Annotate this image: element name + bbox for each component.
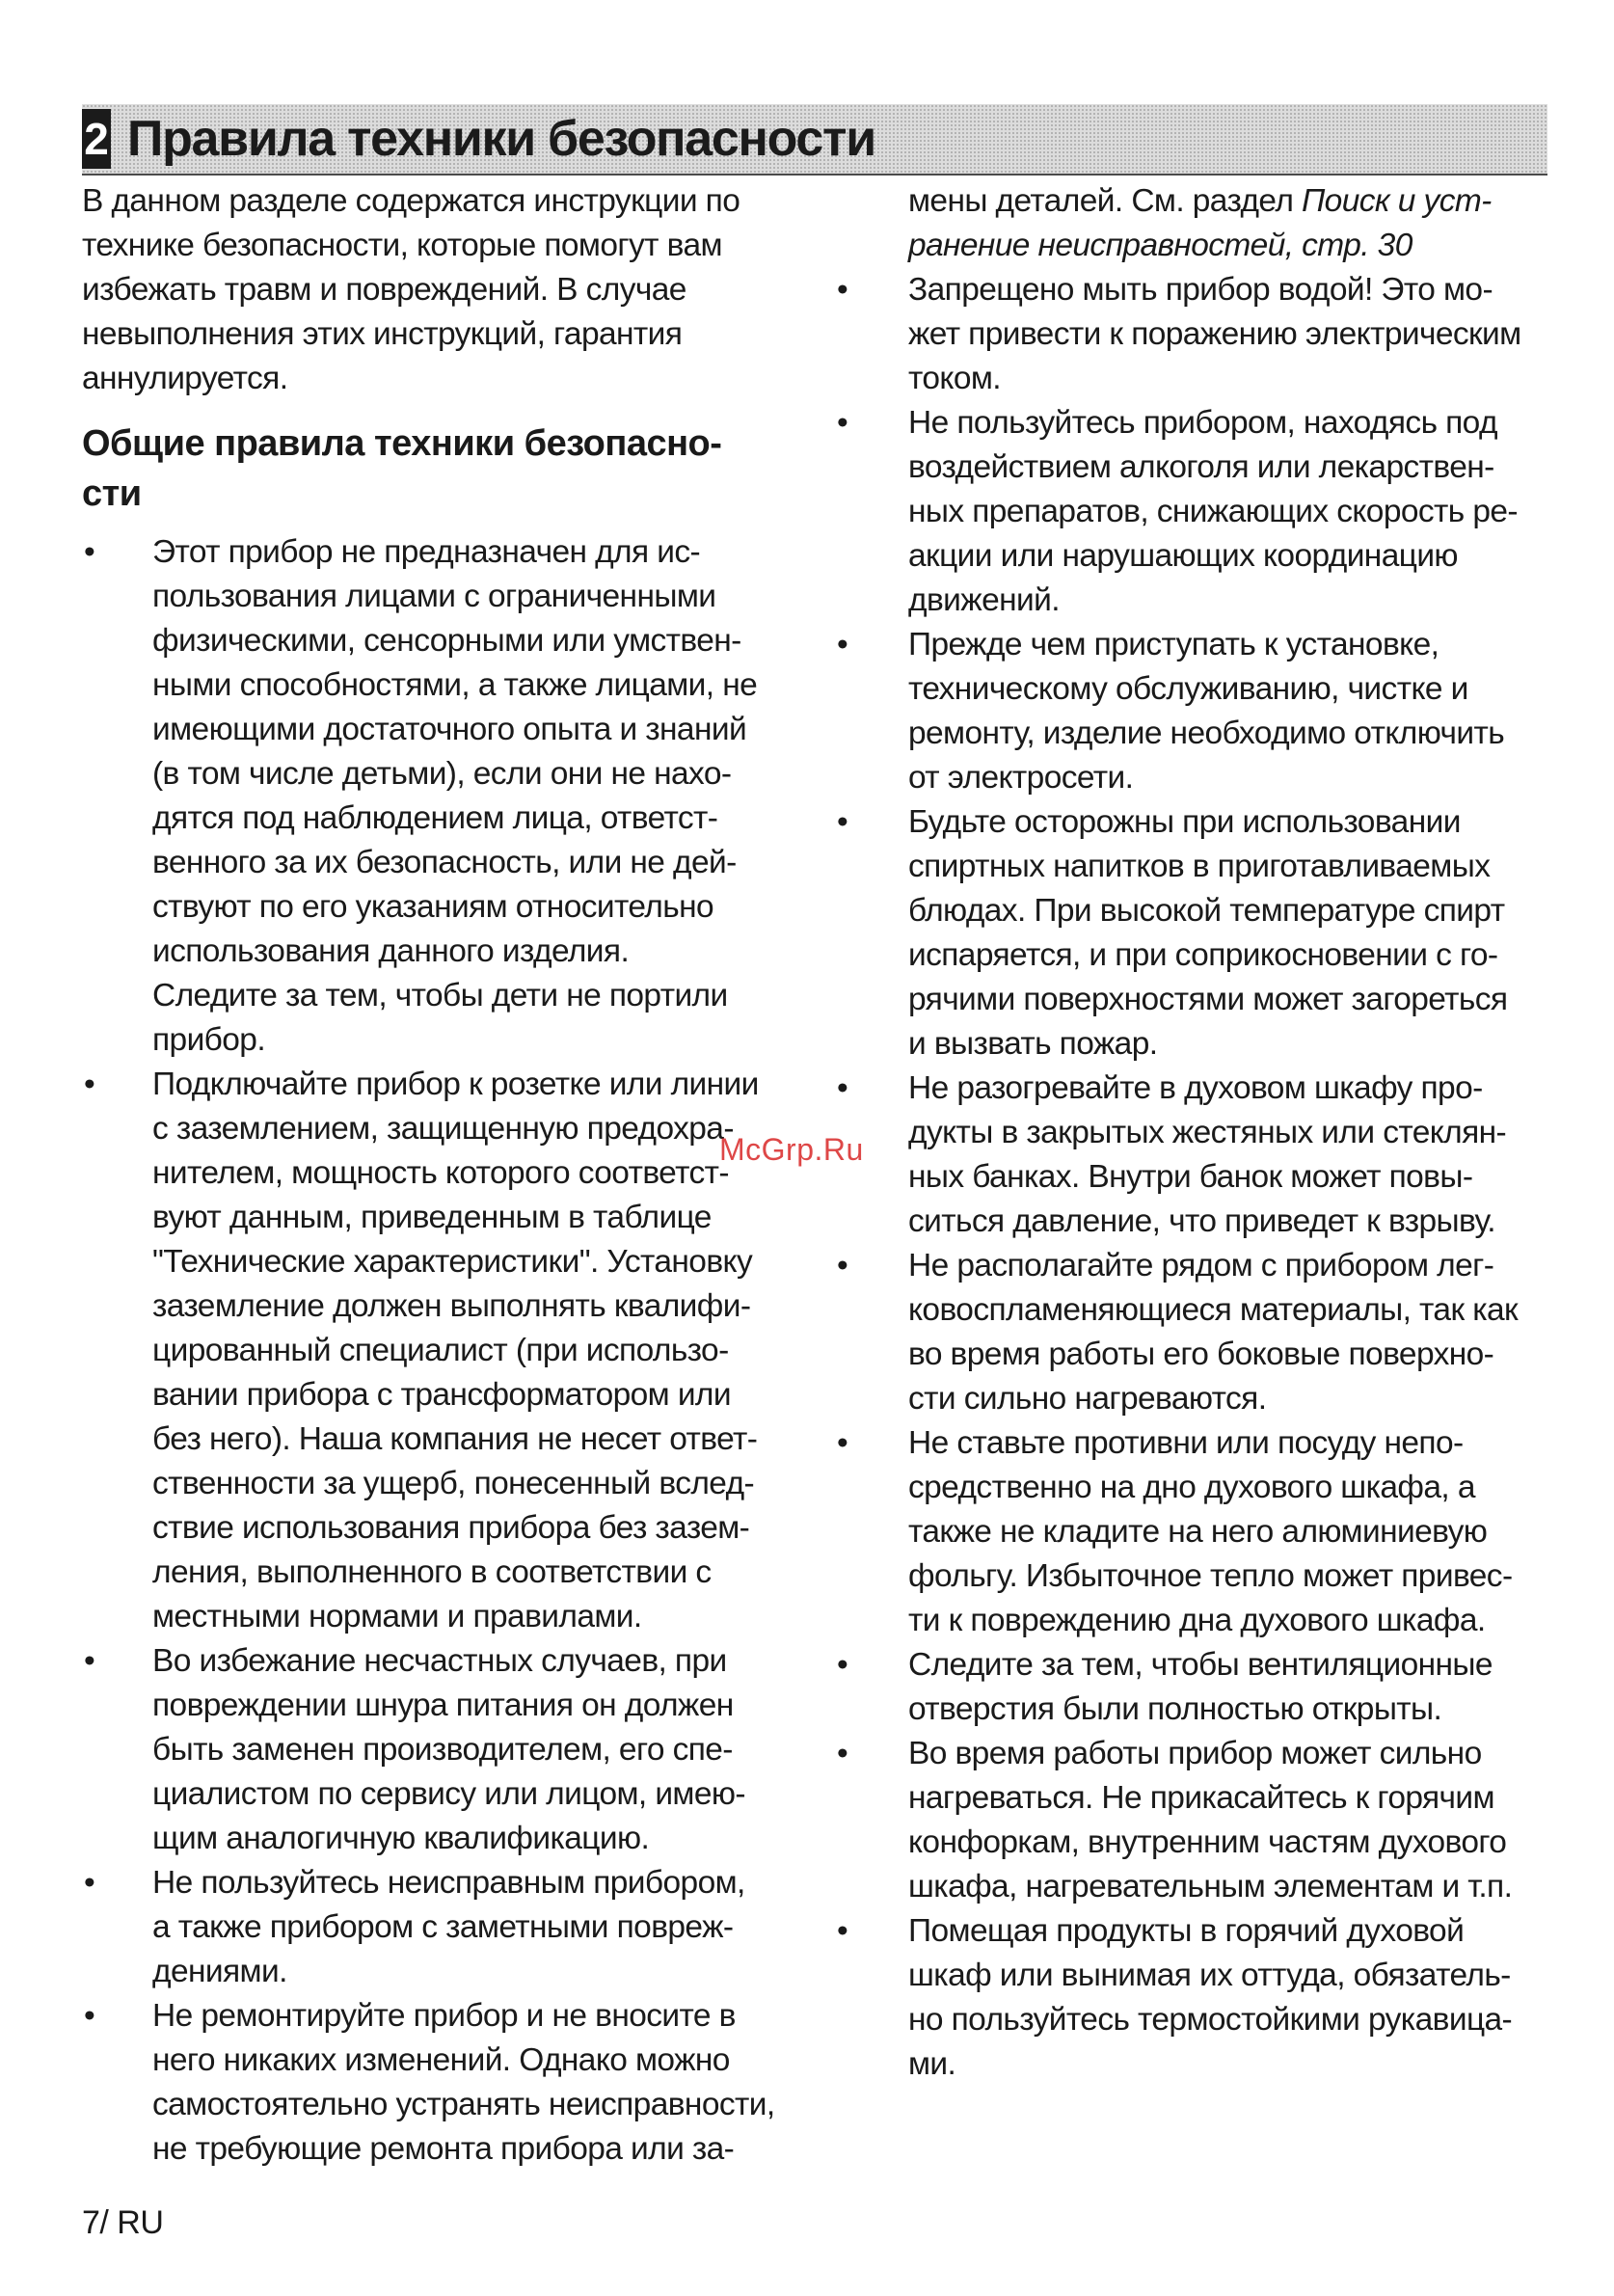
left-column bbox=[82, 179, 797, 2172]
bullet-line: Не пользуйтесь прибором, находясь под bbox=[908, 405, 1497, 441]
bullet-line: Не ремонтируйте прибор и не вносите в bbox=[152, 1998, 736, 2034]
bullet-line: ствуют по его указаниям относительно bbox=[152, 889, 714, 925]
continuation-line bbox=[908, 224, 1564, 268]
bullet-item bbox=[82, 1861, 797, 1994]
bullet-line: самостоятельно устранять неисправности, bbox=[152, 2087, 775, 2122]
bullet-line: ремонту, изделие необходимо отключить bbox=[908, 716, 1505, 751]
intro-line: технике безопасности, которые помогут вам bbox=[82, 228, 722, 263]
bullet-dot-icon: • bbox=[837, 1425, 848, 1461]
bullet-dot-icon: • bbox=[837, 1736, 848, 1771]
bullet-item bbox=[831, 1067, 1564, 1244]
cross-reference-link: ранение неисправностей, стр. 30 bbox=[908, 228, 1412, 263]
bullet-dot-icon: • bbox=[837, 1913, 848, 1949]
bullet-item bbox=[831, 1421, 1564, 1643]
bullet-dot-icon: • bbox=[837, 1070, 848, 1106]
bullet-line: ных препаратов, снижающих скорость ре- bbox=[908, 494, 1518, 529]
bullet-line: испаряется, и при соприкосновении с го- bbox=[908, 937, 1498, 973]
bullet-line: воздействием алкоголя или лекарствен- bbox=[908, 449, 1494, 485]
section-heading bbox=[82, 419, 797, 519]
bullet-line: имеющими достаточного опыта и знаний bbox=[152, 712, 747, 747]
bullet-line: блюдах. При высокой температуре спирт bbox=[908, 893, 1505, 929]
bullet-line: циалистом по сервису или лицом, имею- bbox=[152, 1776, 745, 1812]
bullet-line: местными нормами и правилами. bbox=[152, 1599, 642, 1634]
bullet-item bbox=[82, 1639, 797, 1861]
bullet-line: во время работы его боковые поверхно- bbox=[908, 1337, 1494, 1372]
bullet-line: Не разогревайте в духовом шкафу про- bbox=[908, 1070, 1483, 1106]
bullet-line: заземление должен выполнять квалифи- bbox=[152, 1288, 751, 1324]
bullet-line: отверстия были полностью открыты. bbox=[908, 1691, 1442, 1727]
bullet-line: акции или нарушающих координацию bbox=[908, 538, 1458, 574]
bullet-line: жет привести к поражению электрическим bbox=[908, 316, 1521, 352]
safety-bullet-list-right bbox=[831, 268, 1564, 2087]
page-number: 7/ RU bbox=[82, 2204, 164, 2241]
bullet-line: Не пользуйтесь неисправным прибором, bbox=[152, 1865, 745, 1901]
bullet-line: ситься давление, что приведет к взрыву. bbox=[908, 1203, 1495, 1239]
bullet-item bbox=[831, 800, 1564, 1067]
bullet-line: током. bbox=[908, 361, 1002, 396]
intro-line: невыполнения этих инструкций, гарантия bbox=[82, 316, 683, 352]
bullet-line: него никаких изменений. Однако можно bbox=[152, 2042, 730, 2078]
bullet-line: движений. bbox=[908, 582, 1060, 618]
bullet-dot-icon: • bbox=[837, 405, 848, 441]
bullet-line: техническому обслуживанию, чистке и bbox=[908, 671, 1468, 707]
bullet-line: пользования лицами с ограниченными bbox=[152, 579, 716, 614]
bullet-line: вании прибора с трансформатором или bbox=[152, 1377, 731, 1413]
bullet-line: прибор. bbox=[152, 1022, 266, 1058]
bullet-line: дятся под наблюдением лица, ответст- bbox=[152, 800, 718, 836]
bullet-line: сти сильно нагреваются. bbox=[908, 1381, 1267, 1417]
bullet-line: рячими поверхностями может загореться bbox=[908, 982, 1508, 1017]
bullet-dot-icon: • bbox=[84, 1865, 95, 1901]
chapter-number-badge: 2 bbox=[82, 109, 111, 169]
bullet-dot-icon: • bbox=[84, 1643, 95, 1679]
bullet-line: дениями. bbox=[152, 1954, 287, 1989]
bullet-line: цированный специалист (при использо- bbox=[152, 1333, 729, 1368]
bullet-line: ления, выполненного в соответствии с bbox=[152, 1554, 712, 1590]
bullet-item bbox=[831, 1244, 1564, 1421]
safety-bullet-list-left bbox=[82, 530, 797, 2172]
intro-line: В данном разделе содержатся инструкции по bbox=[82, 183, 740, 219]
bullet-item bbox=[82, 530, 797, 1063]
bullet-line: ми. bbox=[908, 2046, 956, 2082]
bullet-dot-icon: • bbox=[837, 804, 848, 840]
bullet-line: ных банках. Внутри банок может повы- bbox=[908, 1159, 1473, 1195]
cross-reference-link: Поиск и уст- bbox=[1302, 183, 1492, 219]
bullet-dot-icon: • bbox=[84, 1998, 95, 2034]
bullet-line: но пользуйтесь термостойкими рукавица- bbox=[908, 2002, 1513, 2038]
bullet-line: венного за их безопасность, или не дей- bbox=[152, 845, 737, 880]
continuation-text bbox=[831, 179, 1564, 268]
intro-paragraph bbox=[82, 179, 797, 401]
bullet-line: использования данного изделия. bbox=[152, 933, 630, 969]
bullet-item bbox=[82, 1994, 797, 2172]
bullet-line: щим аналогичную квалификацию. bbox=[152, 1821, 650, 1856]
bullet-line: (в том числе детьми), если они не нахо- bbox=[152, 756, 732, 792]
bullet-line: ными способностями, а также лицами, не bbox=[152, 667, 758, 703]
bullet-line: шкафа, нагревательным элементам и т.п. bbox=[908, 1869, 1513, 1904]
section-heading-line: сти bbox=[82, 473, 142, 514]
intro-line: аннулируется. bbox=[82, 361, 288, 396]
bullet-line: шкаф или вынимая их оттуда, обязатель- bbox=[908, 1958, 1511, 1993]
bullet-line: Этот прибор не предназначен для ис- bbox=[152, 534, 701, 570]
continuation-line bbox=[908, 179, 1564, 224]
bullet-line: Подключайте прибор к розетке или линии bbox=[152, 1067, 759, 1102]
bullet-dot-icon: • bbox=[837, 627, 848, 662]
bullet-dot-icon: • bbox=[84, 534, 95, 570]
bullet-line: спиртных напитков в приготавливаемых bbox=[908, 849, 1491, 884]
bullet-dot-icon: • bbox=[837, 1647, 848, 1683]
bullet-dot-icon: • bbox=[837, 272, 848, 308]
bullet-line: без него). Наша компания не несет ответ- bbox=[152, 1421, 758, 1457]
right-column bbox=[831, 179, 1564, 2087]
bullet-line: от электросети. bbox=[908, 760, 1134, 796]
bullet-line: конфоркам, внутренним частям духового bbox=[908, 1824, 1507, 1860]
bullet-line: с заземлением, защищенную предохра- bbox=[152, 1111, 734, 1147]
section-heading-line: Общие правила техники безопасно- bbox=[82, 423, 722, 464]
bullet-line: а также прибором с заметными повреж- bbox=[152, 1909, 734, 1945]
bullet-line: нителем, мощность которого соответст- bbox=[152, 1155, 729, 1191]
bullet-line: физическими, сенсорными или умствен- bbox=[152, 623, 741, 659]
continuation-plain-text: мены деталей. См. раздел bbox=[908, 183, 1302, 219]
bullet-item bbox=[831, 401, 1564, 623]
bullet-line: ствие использования прибора без зазем- bbox=[152, 1510, 750, 1546]
bullet-line: ковоспламеняющиеся материалы, так как bbox=[908, 1292, 1519, 1328]
bullet-line: средственно на дно духового шкафа, а bbox=[908, 1470, 1475, 1505]
watermark-text: McGrp.Ru bbox=[719, 1132, 864, 1167]
bullet-line: вуют данным, приведенным в таблице bbox=[152, 1200, 712, 1235]
chapter-title: Правила техники безопасности bbox=[127, 111, 875, 167]
bullet-line: Будьте осторожны при использовании bbox=[908, 804, 1461, 840]
bullet-line: повреждении шнура питания он должен bbox=[152, 1688, 734, 1723]
bullet-line: ти к повреждению дна духового шкафа. bbox=[908, 1603, 1486, 1638]
bullet-line: нагреваться. Не прикасайтесь к горячим bbox=[908, 1780, 1494, 1816]
bullet-line: и вызвать пожар. bbox=[908, 1026, 1158, 1062]
bullet-item bbox=[831, 1732, 1564, 1909]
intro-line: избежать травм и повреждений. В случае bbox=[82, 272, 686, 308]
bullet-line: Не ставьте противни или посуду непо- bbox=[908, 1425, 1464, 1461]
bullet-line: Во время работы прибор может сильно bbox=[908, 1736, 1482, 1771]
bullet-line: ственности за ущерб, понесенный вслед- bbox=[152, 1466, 755, 1501]
bullet-item bbox=[831, 1909, 1564, 2087]
bullet-line: фольгу. Избыточное тепло может привес- bbox=[908, 1558, 1513, 1594]
bullet-item bbox=[831, 268, 1564, 401]
bullet-item bbox=[831, 1643, 1564, 1732]
bullet-dot-icon: • bbox=[84, 1067, 95, 1102]
bullet-line: быть заменен производителем, его спе- bbox=[152, 1732, 733, 1768]
bullet-line: дукты в закрытых жестяных или стеклян- bbox=[908, 1115, 1507, 1150]
bullet-line: Следите за тем, чтобы вентиляционные bbox=[908, 1647, 1493, 1683]
bullet-line: также не кладите на него алюминиевую bbox=[908, 1514, 1488, 1550]
bullet-line: "Технические характеристики". Установку bbox=[152, 1244, 753, 1280]
bullet-line: не требующие ремонта прибора или за- bbox=[152, 2131, 735, 2167]
bullet-line: Помещая продукты в горячий духовой bbox=[908, 1913, 1465, 1949]
bullet-item bbox=[82, 1063, 797, 1639]
bullet-line: Следите за тем, чтобы дети не портили bbox=[152, 978, 728, 1013]
bullet-line: Прежде чем приступать к установке, bbox=[908, 627, 1439, 662]
bullet-line: Во избежание несчастных случаев, при bbox=[152, 1643, 727, 1679]
bullet-line: Не располагайте рядом с прибором лег- bbox=[908, 1248, 1494, 1283]
bullet-line: Запрещено мыть прибор водой! Это мо- bbox=[908, 272, 1493, 308]
bullet-item bbox=[831, 623, 1564, 800]
bullet-dot-icon: • bbox=[837, 1248, 848, 1283]
